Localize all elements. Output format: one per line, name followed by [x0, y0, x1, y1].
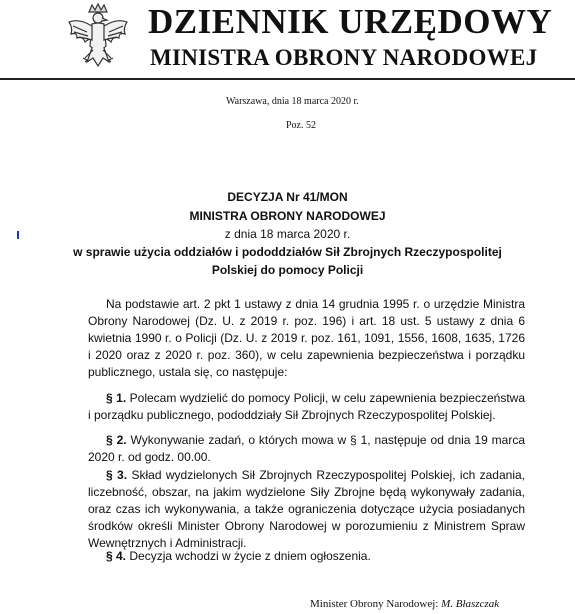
decision-number: DECYZJA Nr 41/MON [227, 190, 348, 204]
decision-date: z dnia 18 marca 2020 r. [224, 227, 351, 241]
section-1 [88, 390, 525, 424]
signature [310, 598, 499, 610]
position-number: Poz. 52 [286, 120, 316, 131]
section-3 [88, 467, 525, 552]
eagle-emblem-icon [65, 2, 131, 76]
signature-name: M. Błaszczak [441, 598, 500, 610]
decision-issuer: MINISTRA OBRONY NARODOWEJ [189, 209, 386, 223]
section-text: Wykonywanie zadań, o których mowa w § 1, następuje od dnia 19 marca 2020 r. od godz. 00.00. [88, 433, 525, 464]
section-text: Decyzja wchodzi w życie z dniem ogłoszenia. [129, 549, 371, 563]
journal-title: DZIENNIK URZĘDOWY [148, 2, 553, 41]
section-label: § 1. [106, 391, 127, 405]
section-text: Polecam wydzielić do pomocy Policji, w celu zapewnienia bezpieczeństwa i porządku publicznego, pododdziały Sił Zbrojnych Rzeczypospolitej Polskiej. [88, 391, 525, 422]
signature-role: Minister Obrony Narodowej: [310, 598, 439, 610]
section-label: § 2. [106, 433, 127, 447]
section-label: § 3. [106, 468, 128, 482]
header-divider [0, 78, 575, 80]
section-label: § 4. [106, 549, 127, 563]
decision-subject-line-2: Polskiej do pomocy Policji [211, 263, 364, 277]
section-2 [88, 432, 525, 466]
preamble [88, 296, 525, 381]
section-4 [88, 548, 525, 565]
place-and-date: Warszawa, dnia 18 marca 2020 r. [226, 96, 359, 107]
section-text: Skład wydzielonych Sił Zbrojnych Rzeczypospolitej Polskiej, ich zadania, liczebność, obszar, na jakim wydzielone Siły Zbrojne będą wykonywały zadania, oraz czas ich wykonywania, a także ograniczenia dotyczące użycia posiadanych środków określi Minister Obrony Narodowej w porozumieniu z Ministrem Spraw Wewnętrznych i Administracji. [88, 468, 526, 550]
decision-subject-line-1: w sprawie użycia oddziałów i pododdziałów Sił Zbrojnych Rzeczypospolitej [73, 245, 502, 259]
text-cursor-marker [17, 231, 19, 239]
preamble-text: Na podstawie art. 2 pkt 1 ustawy z dnia 14 grudnia 1995 r. o urzędzie Ministra Obrony Narodowej (Dz. U. z 2019 r. poz. 196) i art. 18 ust. 5 ustawy z dnia 6 kwietnia 1990 r. o Policji (Dz. U. z 2019 r. poz. 161, 1091, 1556, 1608, 1635, 1726 i 2020 oraz z 2020 r. poz. 360), w celu zapewnienia bezpieczeństwa i porządku publicznego, ustala się, co następuje: [88, 297, 525, 379]
journal-subtitle: MINISTRA OBRONY NARODOWEJ [150, 45, 538, 70]
